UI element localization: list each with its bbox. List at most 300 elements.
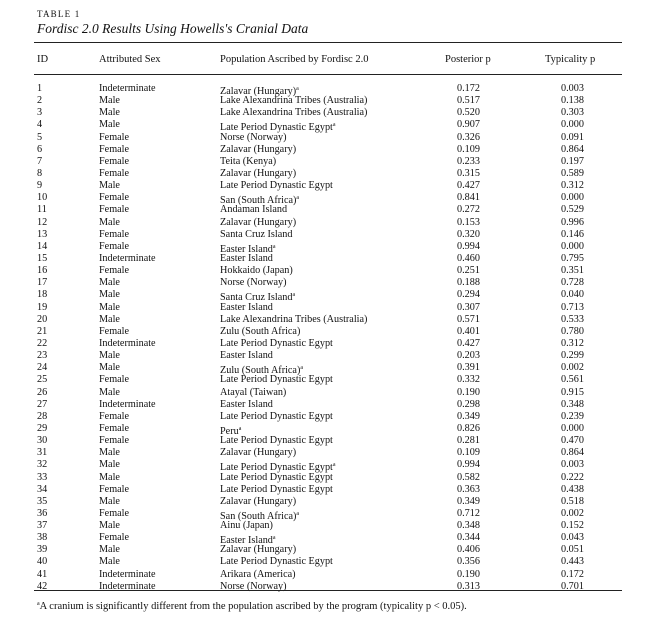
cell-typicality-p: [561, 459, 584, 471]
cell-posterior-p-text: 0.517: [457, 95, 480, 107]
table-row: [0, 532, 653, 547]
header-typicality-p: Typicality p: [545, 54, 596, 65]
cell-attributed-sex-text: Female: [99, 204, 129, 216]
cell-typicality-p: [561, 277, 584, 289]
cell-posterior-p: [457, 326, 480, 338]
cell-population-text: Santa Cruz Island: [220, 228, 293, 240]
cell-posterior-p: [457, 350, 480, 362]
cell-posterior-p: [457, 241, 480, 253]
table-row: [0, 544, 653, 556]
cell-population: [220, 496, 296, 508]
cell-attributed-sex-text: Male: [99, 180, 120, 192]
cell-id: [37, 168, 42, 180]
cell-typicality-p-text: 0.443: [561, 556, 584, 568]
cell-attributed-sex: [99, 569, 156, 581]
cell-typicality-p: [561, 132, 584, 144]
cell-typicality-p: [561, 508, 584, 520]
cell-population-text: Zalavar (Hungary): [220, 447, 297, 459]
cell-id-text: 1: [37, 83, 43, 94]
cell-typicality-p: [561, 289, 584, 301]
cell-population: [220, 302, 273, 314]
cell-posterior-p-text: 0.363: [457, 483, 480, 495]
cell-attributed-sex-text: Male: [99, 520, 120, 532]
cell-attributed-sex-text: Female: [99, 228, 129, 240]
cell-population: [220, 399, 273, 411]
cell-attributed-sex-text: Female: [99, 410, 129, 422]
cell-posterior-p-text: 0.356: [457, 556, 480, 568]
cell-attributed-sex-text: Indeterminate: [99, 252, 156, 264]
cell-typicality-p: [561, 496, 584, 508]
cell-population-text: Easter Island: [220, 535, 273, 547]
cell-typicality-p-text: 0.040: [561, 289, 584, 301]
cell-typicality-p-text: 0.146: [561, 228, 584, 240]
cell-posterior-p-text: 0.349: [457, 410, 480, 422]
table-row: [0, 156, 653, 168]
cell-id: [37, 472, 47, 484]
cell-population-text: Teita (Kenya): [220, 155, 277, 167]
cell-id: [37, 217, 47, 229]
cell-population-text: Zalavar (Hungary): [220, 167, 297, 179]
cell-population-text: Easter Island: [220, 350, 273, 362]
footnote: [37, 601, 467, 612]
cell-id: [37, 362, 47, 374]
cell-population: [220, 314, 367, 326]
cell-id: [37, 180, 42, 192]
cell-posterior-p-text: 0.332: [457, 374, 480, 386]
cell-population-text: Easter Island: [220, 252, 273, 264]
cell-typicality-p-text: 0.000: [561, 422, 584, 434]
cell-population: [220, 217, 296, 229]
top-rule: [34, 42, 622, 43]
cell-id-text: 19: [37, 301, 48, 313]
cell-typicality-p: [561, 411, 584, 423]
table-row: [0, 411, 653, 423]
cell-population: [220, 144, 296, 156]
cell-typicality-p-text: 0.172: [561, 568, 584, 580]
table-row: [0, 314, 653, 326]
cell-attributed-sex: [99, 556, 120, 568]
significance-mark: a: [272, 535, 276, 542]
cell-posterior-p-text: 0.907: [457, 119, 480, 131]
cell-attributed-sex: [99, 338, 156, 350]
table-row: [0, 484, 653, 496]
cell-id: [37, 326, 47, 338]
cell-posterior-p-text: 0.427: [457, 180, 480, 192]
cell-attributed-sex: [99, 387, 120, 399]
cell-posterior-p-text: 0.281: [457, 435, 480, 447]
cell-typicality-p: [561, 484, 584, 496]
cell-attributed-sex: [99, 277, 120, 289]
cell-typicality-p: [561, 95, 584, 107]
cell-attributed-sex: [99, 423, 129, 435]
cell-id: [37, 350, 47, 362]
cell-attributed-sex-text: Male: [99, 447, 120, 459]
cell-population-text: Late Period Dynastic Egypt: [220, 122, 333, 134]
cell-typicality-p-text: 0.470: [561, 435, 584, 447]
cell-typicality-p: [561, 435, 584, 447]
table-row: [0, 350, 653, 362]
cell-id-text: 6: [37, 143, 43, 155]
cell-population-text: Late Period Dynastic Egypt: [220, 483, 333, 495]
cell-population-text: Zalavar (Hungary): [220, 143, 297, 155]
cell-population: [220, 544, 296, 556]
cell-typicality-p-text: 0.051: [561, 544, 584, 556]
cell-id-text: 38: [37, 532, 48, 544]
table-row: [0, 423, 653, 435]
cell-typicality-p: [561, 520, 584, 532]
cell-population-text: Santa Cruz Island: [220, 292, 293, 304]
cell-attributed-sex: [99, 132, 129, 144]
cell-population: [220, 265, 293, 277]
cell-population: [220, 520, 273, 532]
cell-id-text: 7: [37, 155, 43, 167]
cell-population-text: Norse (Norway): [220, 580, 287, 592]
cell-typicality-p-text: 0.518: [561, 495, 584, 507]
cell-id-text: 15: [37, 252, 48, 264]
cell-posterior-p-text: 0.272: [457, 204, 480, 216]
significance-mark: a: [332, 122, 336, 129]
table-row: [0, 569, 653, 581]
cell-id-text: 25: [37, 374, 48, 386]
cell-posterior-p-text: 0.326: [457, 131, 480, 143]
cell-posterior-p-text: 0.826: [457, 422, 480, 434]
cell-id-text: 5: [37, 131, 43, 143]
cell-attributed-sex: [99, 229, 129, 241]
cell-id-text: 41: [37, 568, 48, 580]
cell-attributed-sex-text: Male: [99, 495, 120, 507]
cell-population: [220, 338, 333, 350]
cell-id-text: 37: [37, 520, 48, 532]
cell-population: [220, 204, 287, 216]
cell-id: [37, 156, 42, 168]
cell-posterior-p-text: 0.348: [457, 520, 480, 532]
cell-posterior-p-text: 0.712: [457, 507, 480, 519]
cell-typicality-p: [561, 168, 584, 180]
table-row: [0, 253, 653, 265]
cell-typicality-p-text: 0.728: [561, 277, 584, 289]
cell-typicality-p-text: 0.351: [561, 265, 584, 277]
cell-typicality-p-text: 0.312: [561, 337, 584, 349]
cell-population-text: Late Period Dynastic Egypt: [220, 410, 333, 422]
cell-attributed-sex-text: Male: [99, 95, 120, 107]
cell-attributed-sex-text: Female: [99, 507, 129, 519]
bottom-rule: [34, 590, 622, 591]
cell-id-text: 8: [37, 167, 43, 179]
cell-id-text: 23: [37, 350, 48, 362]
cell-posterior-p: [457, 217, 480, 229]
cell-id: [37, 119, 42, 131]
cell-typicality-p-text: 0.000: [561, 240, 584, 252]
cell-population-text: Late Period Dynastic Egypt: [220, 180, 333, 192]
cell-posterior-p-text: 0.172: [457, 83, 480, 94]
cell-typicality-p-text: 0.348: [561, 398, 584, 410]
cell-population-text: Zalavar (Hungary): [220, 86, 297, 97]
cell-posterior-p: [457, 119, 480, 131]
cell-population-text: San (South Africa): [220, 195, 297, 207]
cell-attributed-sex: [99, 520, 120, 532]
cell-posterior-p: [457, 447, 480, 459]
cell-id-text: 14: [37, 240, 48, 252]
cell-attributed-sex-text: Male: [99, 313, 120, 325]
cell-typicality-p-text: 0.561: [561, 374, 584, 386]
cell-attributed-sex: [99, 374, 129, 386]
cell-attributed-sex: [99, 217, 120, 229]
cell-posterior-p: [457, 472, 480, 484]
cell-id: [37, 520, 47, 532]
table-row: [0, 435, 653, 447]
cell-population: [220, 132, 286, 144]
cell-typicality-p: [561, 556, 584, 568]
cell-typicality-p: [561, 156, 584, 168]
cell-posterior-p: [457, 156, 480, 168]
cell-posterior-p: [457, 459, 480, 471]
cell-attributed-sex: [99, 144, 129, 156]
cell-posterior-p: [457, 229, 480, 241]
cell-attributed-sex: [99, 532, 129, 544]
table-row: [0, 204, 653, 216]
cell-attributed-sex-text: Female: [99, 422, 129, 434]
cell-typicality-p: [561, 192, 584, 204]
cell-posterior-p: [457, 569, 480, 581]
cell-population-text: Zalavar (Hungary): [220, 495, 297, 507]
cell-typicality-p: [561, 338, 584, 350]
cell-population: [220, 556, 333, 568]
cell-typicality-p-text: 0.780: [561, 325, 584, 337]
cell-id-text: 22: [37, 337, 48, 349]
cell-population: [220, 484, 333, 496]
cell-typicality-p-text: 0.197: [561, 155, 584, 167]
cell-population-text: Late Period Dynastic Egypt: [220, 435, 333, 447]
cell-attributed-sex: [99, 544, 120, 556]
cell-posterior-p-text: 0.190: [457, 568, 480, 580]
cell-posterior-p: [457, 95, 480, 107]
footnote-mark: a: [37, 601, 40, 607]
cell-posterior-p: [457, 168, 480, 180]
cell-id: [37, 277, 47, 289]
cell-posterior-p: [457, 314, 480, 326]
cell-attributed-sex: [99, 496, 120, 508]
cell-posterior-p: [457, 484, 480, 496]
cell-id-text: 26: [37, 386, 48, 398]
cell-attributed-sex-text: Indeterminate: [99, 568, 156, 580]
cell-population-text: Late Period Dynastic Egypt: [220, 374, 333, 386]
cell-typicality-p-text: 0.002: [561, 362, 584, 374]
cell-posterior-p: [457, 253, 480, 265]
cell-attributed-sex: [99, 156, 129, 168]
cell-posterior-p-text: 0.406: [457, 544, 480, 556]
cell-population-text: Late Period Dynastic Egypt: [220, 556, 333, 568]
cell-population: [220, 387, 286, 399]
cell-typicality-p-text: 0.529: [561, 204, 584, 216]
cell-attributed-sex: [99, 119, 120, 131]
table-row: [0, 459, 653, 474]
cell-posterior-p: [457, 180, 480, 192]
cell-id: [37, 192, 47, 204]
cell-typicality-p: [561, 399, 584, 411]
cell-population: [220, 107, 367, 119]
cell-id: [37, 265, 47, 277]
cell-attributed-sex: [99, 107, 120, 119]
cell-typicality-p-text: 0.312: [561, 180, 584, 192]
cell-id-text: 30: [37, 435, 48, 447]
cell-posterior-p: [457, 374, 480, 386]
cell-typicality-p-text: 0.239: [561, 410, 584, 422]
header-population: Population Ascribed by Fordisc 2.0: [220, 54, 369, 65]
cell-posterior-p: [457, 387, 480, 399]
cell-population-text: Peru: [220, 425, 239, 437]
cell-population-text: Late Period Dynastic Egypt: [220, 337, 333, 349]
table-row: [0, 192, 653, 207]
cell-posterior-p-text: 0.190: [457, 386, 480, 398]
cell-attributed-sex: [99, 314, 120, 326]
cell-id-text: 12: [37, 216, 48, 228]
cell-posterior-p-text: 0.349: [457, 495, 480, 507]
cell-typicality-p-text: 0.915: [561, 386, 584, 398]
significance-mark: a: [332, 462, 336, 469]
cell-typicality-p: [561, 544, 584, 556]
cell-population-text: Zulu (South Africa): [220, 325, 301, 337]
table-row: [0, 338, 653, 350]
cell-population: [220, 472, 333, 484]
cell-typicality-p-text: 0.002: [561, 507, 584, 519]
cell-typicality-p-text: 0.438: [561, 483, 584, 495]
significance-mark: a: [292, 292, 296, 299]
cell-attributed-sex-text: Male: [99, 216, 120, 228]
header-attributed-sex: Attributed Sex: [99, 54, 161, 65]
cell-id: [37, 241, 47, 253]
cell-id-text: 17: [37, 277, 48, 289]
cell-attributed-sex-text: Indeterminate: [99, 337, 156, 349]
cell-typicality-p: [561, 144, 584, 156]
cell-id: [37, 423, 47, 435]
cell-population-text: Easter Island: [220, 243, 273, 255]
table-row: [0, 326, 653, 338]
cell-typicality-p: [561, 265, 584, 277]
header-rule: [34, 74, 622, 75]
cell-typicality-p-text: 0.000: [561, 119, 584, 131]
cell-id-text: 32: [37, 459, 48, 471]
cell-attributed-sex-text: Female: [99, 131, 129, 143]
cell-id-text: 27: [37, 398, 48, 410]
cell-population: [220, 277, 286, 289]
cell-typicality-p: [561, 362, 584, 374]
cell-posterior-p: [457, 192, 480, 204]
cell-id-text: 28: [37, 410, 48, 422]
cell-attributed-sex: [99, 435, 129, 447]
cell-typicality-p-text: 0.795: [561, 252, 584, 264]
cell-id-text: 29: [37, 422, 48, 434]
cell-attributed-sex: [99, 253, 156, 265]
cell-attributed-sex: [99, 265, 129, 277]
cell-attributed-sex-text: Female: [99, 192, 129, 204]
cell-posterior-p: [457, 107, 480, 119]
cell-posterior-p-text: 0.109: [457, 447, 480, 459]
cell-population-text: Norse (Norway): [220, 131, 287, 143]
cell-posterior-p: [457, 532, 480, 544]
cell-population: [220, 374, 333, 386]
cell-posterior-p: [457, 508, 480, 520]
cell-id: [37, 338, 47, 350]
cell-typicality-p-text: 0.043: [561, 532, 584, 544]
table-row: [0, 289, 653, 304]
cell-id: [37, 289, 47, 301]
cell-attributed-sex-text: Female: [99, 167, 129, 179]
cell-posterior-p-text: 0.520: [457, 107, 480, 119]
cell-attributed-sex: [99, 399, 156, 411]
cell-typicality-p-text: 0.303: [561, 107, 584, 119]
cell-id-text: 39: [37, 544, 48, 556]
cell-attributed-sex: [99, 168, 129, 180]
cell-attributed-sex-text: Male: [99, 107, 120, 119]
cell-typicality-p: [561, 107, 584, 119]
cell-typicality-p: [561, 119, 584, 131]
cell-id-text: 36: [37, 507, 48, 519]
cell-population-text: Zalavar (Hungary): [220, 216, 297, 228]
table-row: [0, 83, 653, 95]
cell-typicality-p: [561, 447, 584, 459]
cell-attributed-sex: [99, 508, 129, 520]
table-row: [0, 556, 653, 568]
cell-posterior-p-text: 0.307: [457, 301, 480, 313]
cell-typicality-p: [561, 472, 584, 484]
table-row: [0, 180, 653, 192]
cell-posterior-p-text: 0.233: [457, 155, 480, 167]
cell-posterior-p: [457, 362, 480, 374]
cell-id-text: 40: [37, 556, 48, 568]
cell-attributed-sex: [99, 95, 120, 107]
cell-attributed-sex-text: Male: [99, 277, 120, 289]
cell-posterior-p-text: 0.841: [457, 192, 480, 204]
cell-population: [220, 180, 333, 192]
cell-attributed-sex-text: Male: [99, 459, 120, 471]
cell-attributed-sex-text: Female: [99, 435, 129, 447]
cell-id: [37, 229, 47, 241]
cell-population: [220, 435, 333, 447]
cell-attributed-sex: [99, 362, 120, 374]
table-row: [0, 107, 653, 119]
cell-id: [37, 204, 47, 216]
cell-id-text: 11: [37, 204, 47, 216]
cell-population-text: Easter Island: [220, 398, 273, 410]
table-row: [0, 447, 653, 459]
cell-id-text: 13: [37, 228, 48, 240]
cell-typicality-p-text: 0.003: [561, 83, 584, 94]
cell-population: [220, 253, 273, 265]
table-row: [0, 302, 653, 314]
cell-attributed-sex: [99, 204, 129, 216]
table-row: [0, 374, 653, 386]
cell-typicality-p: [561, 204, 584, 216]
cell-population: [220, 350, 273, 362]
cell-population-text: Arikara (America): [220, 568, 296, 580]
cell-posterior-p: [457, 423, 480, 435]
cell-attributed-sex: [99, 484, 129, 496]
cell-population-text: Late Period Dynastic Egypt: [220, 462, 333, 474]
cell-id: [37, 484, 47, 496]
cell-attributed-sex: [99, 350, 120, 362]
cell-population-text: Zulu (South Africa): [220, 365, 301, 377]
cell-posterior-p: [457, 556, 480, 568]
cell-typicality-p: [561, 350, 584, 362]
table-row: [0, 581, 653, 593]
significance-mark: a: [296, 510, 300, 517]
cell-population: [220, 569, 296, 581]
cell-id-text: 16: [37, 265, 48, 277]
cell-id: [37, 508, 47, 520]
cell-population-text: Lake Alexandrina Tribes (Australia): [220, 313, 368, 325]
table-row: [0, 277, 653, 289]
cell-typicality-p: [561, 217, 584, 229]
